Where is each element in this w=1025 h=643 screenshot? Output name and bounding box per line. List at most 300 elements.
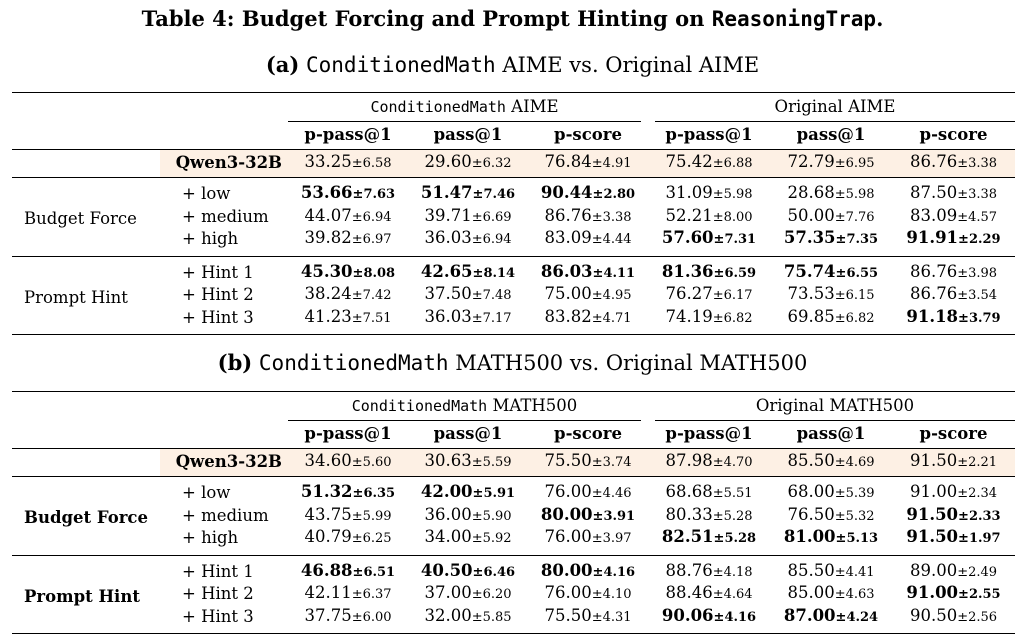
value-cell: [528, 284, 648, 307]
cell-std: ±1.97: [958, 531, 1001, 546]
cell-std: ±3.38: [957, 187, 998, 202]
value-cell: [288, 256, 408, 284]
table-row: [12, 555, 1015, 583]
cell-std: ±6.35: [352, 486, 396, 501]
value-cell: [770, 256, 892, 284]
cell-mean: 51.32: [300, 482, 353, 501]
cell-mean: 28.68: [787, 183, 835, 202]
column-header: p-pass@1: [288, 421, 408, 449]
cell-std: ±6.25: [351, 531, 392, 546]
cell-mean: 75.74: [783, 261, 836, 281]
cell-mean: 87.98: [665, 451, 713, 471]
cell-std: ±2.21: [957, 455, 998, 471]
row-option: + high: [182, 229, 239, 248]
cell-std: ±3.79: [958, 310, 1001, 326]
value-cell: [648, 206, 770, 229]
row-option: + medium: [182, 206, 269, 226]
cell-std: ±6.00: [351, 609, 392, 625]
value-cell: [892, 228, 1015, 256]
cell-mean: 29.60: [424, 152, 472, 172]
subtable-b-label: (b): [217, 350, 253, 375]
cell-mean: 38.24: [304, 284, 352, 303]
cell-std: ±5.92: [471, 531, 512, 546]
value-cell: [528, 256, 648, 284]
value-cell: [408, 307, 528, 335]
value-cell: [648, 477, 770, 505]
value-cell: [528, 228, 648, 256]
cell-std: ±3.98: [957, 265, 998, 281]
cell-std: ±7.31: [713, 232, 757, 247]
results-table-aime: [12, 92, 1015, 335]
row-option: + Hint 1: [160, 256, 288, 284]
model-cell: [528, 449, 648, 477]
title-prefix: Table 4: Budget Forcing and Prompt Hinting on: [141, 6, 712, 31]
cell-mean: 39.71: [424, 205, 472, 225]
cell-std: ±5.32: [834, 508, 875, 524]
cell-mean: 91.18: [906, 306, 959, 326]
value-cell: [648, 527, 770, 555]
model-cell: [528, 150, 648, 178]
subtable-b-name: ConditionedMath: [258, 351, 449, 375]
value-cell: [892, 307, 1015, 335]
cell-mean: 52.21: [665, 205, 713, 225]
group-header-conditioned: ConditionedMath AIME: [288, 93, 648, 122]
cell-std: ±4.95: [591, 288, 632, 303]
column-header: pass@1: [408, 421, 528, 449]
value-cell: [528, 477, 648, 505]
value-cell: [408, 206, 528, 229]
cell-mean: 43.75: [304, 504, 352, 524]
cell-mean: 40.79: [304, 527, 352, 546]
subtable-a-rest: AIME vs. Original AIME: [495, 53, 760, 77]
value-cell: [770, 307, 892, 335]
cell-mean: 86.03: [540, 261, 593, 281]
model-name: Qwen3-32B: [160, 449, 288, 477]
value-cell: [770, 178, 892, 206]
cell-std: ±6.94: [351, 209, 392, 225]
title-dataset: ReasoningTrap: [711, 7, 877, 31]
column-header: p-pass@1: [648, 421, 770, 449]
cell-std: ±5.98: [834, 187, 875, 202]
cell-mean: 42.00: [420, 482, 473, 501]
value-cell: [288, 307, 408, 335]
cell-std: ±8.00: [712, 209, 753, 225]
cell-mean: 81.00: [783, 527, 836, 546]
value-cell: [892, 505, 1015, 528]
cell-mean: 83.09: [909, 205, 958, 225]
cell-mean: 83.82: [544, 306, 592, 326]
value-cell: [648, 555, 770, 583]
subtable-a-name: ConditionedMath: [306, 53, 496, 77]
value-cell: [892, 527, 1015, 555]
column-header: pass@1: [770, 421, 892, 449]
cell-std: ±4.69: [834, 455, 875, 471]
table-row: [12, 505, 1015, 528]
cell-std: ±6.20: [471, 587, 512, 602]
value-cell: [770, 527, 892, 555]
cell-std: ±6.55: [835, 265, 879, 281]
value-cell: [528, 307, 648, 335]
value-cell: [408, 583, 528, 606]
table-row: [12, 206, 1015, 229]
column-header: p-pass@1: [288, 122, 408, 150]
cell-mean: 57.35: [783, 228, 836, 247]
results-table-math500: [12, 391, 1015, 634]
cell-mean: 91.00: [906, 583, 959, 602]
cell-std: ±2.49: [957, 564, 998, 580]
cell-std: ±4.63: [834, 587, 875, 602]
cell-mean: 75.50: [544, 605, 592, 625]
section-label: Budget Force: [12, 477, 160, 556]
row-option: + Hint 3: [182, 307, 254, 327]
value-cell: [288, 206, 408, 229]
cell-std: ±3.38: [957, 156, 998, 172]
value-cell: [528, 505, 648, 528]
row-option: + low: [160, 178, 288, 206]
row-option: + medium: [182, 505, 269, 525]
model-cell: [892, 449, 1015, 477]
cell-mean: 80.33: [665, 504, 713, 524]
cell-mean: 45.30: [300, 261, 353, 281]
cell-mean: 74.19: [665, 306, 713, 326]
cell-std: ±5.98: [712, 187, 753, 202]
value-cell: [408, 228, 528, 256]
cell-mean: 83.09: [544, 228, 592, 247]
cell-std: ±7.46: [472, 187, 516, 202]
cell-mean: 76.27: [665, 284, 713, 303]
column-header: p-score: [892, 421, 1015, 449]
value-cell: [408, 284, 528, 307]
cell-mean: 39.82: [304, 228, 352, 247]
value-cell: [408, 178, 528, 206]
cell-std: ±6.32: [471, 156, 512, 172]
cell-mean: 34.00: [424, 527, 472, 546]
cell-mean: 86.76: [909, 261, 958, 281]
row-option: + Hint 2: [182, 584, 254, 603]
cell-mean: 82.51: [661, 527, 714, 546]
value-cell: [648, 178, 770, 206]
value-cell: [770, 606, 892, 634]
value-cell: [408, 256, 528, 284]
cell-mean: 90.44: [540, 183, 593, 202]
cell-mean: 90.50: [909, 605, 958, 625]
value-cell: [648, 284, 770, 307]
column-header: p-pass@1: [648, 122, 770, 150]
cell-mean: 89.00: [909, 560, 958, 580]
cell-mean: 68.68: [665, 482, 713, 501]
cell-std: ±4.64: [712, 587, 753, 602]
cell-mean: 37.00: [424, 583, 472, 602]
column-header: pass@1: [408, 122, 528, 150]
cell-mean: 31.09: [665, 183, 713, 202]
cell-std: ±6.88: [712, 156, 753, 172]
value-cell: [288, 527, 408, 555]
table-row: [12, 307, 1015, 335]
cell-std: ±2.34: [957, 486, 998, 501]
model-name: Qwen3-32B: [160, 150, 288, 178]
cell-mean: 81.36: [661, 261, 714, 281]
cell-std: ±4.16: [592, 564, 636, 580]
cell-std: ±6.51: [352, 564, 396, 580]
column-header: p-score: [528, 421, 648, 449]
cell-std: ±8.14: [472, 265, 516, 281]
cell-std: ±6.17: [712, 288, 753, 303]
value-cell: [892, 477, 1015, 505]
value-cell: [648, 307, 770, 335]
cell-mean: 57.60: [661, 228, 714, 247]
value-cell: [288, 228, 408, 256]
value-cell: [408, 555, 528, 583]
table-row: [12, 606, 1015, 634]
cell-std: ±6.82: [834, 310, 875, 326]
subtable-a-label: (a): [265, 52, 300, 77]
value-cell: [288, 505, 408, 528]
cell-std: ±6.15: [834, 288, 875, 303]
cell-std: ±5.28: [713, 531, 757, 546]
group-header-original: Original MATH500: [648, 392, 1015, 421]
cell-std: ±5.28: [712, 508, 753, 524]
column-header: p-score: [892, 122, 1015, 150]
value-cell: [528, 178, 648, 206]
cell-std: ±4.46: [591, 486, 632, 501]
table-row: [12, 284, 1015, 307]
value-cell: [288, 606, 408, 634]
value-cell: [528, 606, 648, 634]
table-row: [12, 477, 1015, 505]
model-cell: [770, 449, 892, 477]
value-cell: [408, 477, 528, 505]
title-suffix: .: [876, 6, 884, 31]
cell-mean: 91.50: [906, 527, 959, 546]
cell-mean: 75.42: [665, 152, 713, 172]
group-header-original: Original AIME: [648, 93, 1015, 122]
cell-mean: 46.88: [300, 560, 353, 580]
cell-std: ±4.91: [591, 156, 632, 172]
cell-mean: 37.50: [424, 284, 472, 303]
value-cell: [528, 206, 648, 229]
cell-mean: 50.00: [787, 205, 835, 225]
cell-mean: 36.03: [424, 228, 472, 247]
cell-mean: 86.76: [909, 152, 958, 172]
cell-std: ±5.91: [472, 486, 516, 501]
cell-std: ±4.11: [592, 265, 636, 281]
cell-mean: 91.50: [906, 504, 959, 524]
cell-std: ±7.51: [351, 310, 392, 326]
cell-std: ±2.55: [958, 587, 1001, 602]
value-cell: [770, 284, 892, 307]
table-title: [0, 6, 1025, 31]
model-cell: [288, 449, 408, 477]
cell-std: ±7.76: [834, 209, 875, 225]
cell-mean: 80.00: [540, 504, 593, 524]
cell-mean: 86.76: [544, 205, 592, 225]
value-cell: [408, 527, 528, 555]
cell-mean: 44.07: [304, 205, 352, 225]
cell-mean: 40.50: [420, 560, 473, 580]
cell-std: ±6.58: [351, 156, 392, 172]
cell-mean: 90.06: [661, 605, 714, 625]
cell-std: ±6.97: [351, 232, 392, 247]
value-cell: [892, 583, 1015, 606]
cell-mean: 76.00: [544, 482, 592, 501]
cell-mean: 91.00: [909, 482, 958, 501]
cell-std: ±5.90: [471, 508, 512, 524]
value-cell: [770, 477, 892, 505]
table-row: [12, 527, 1015, 555]
value-cell: [892, 256, 1015, 284]
cell-std: ±7.63: [352, 187, 396, 202]
value-cell: [288, 477, 408, 505]
model-cell: [770, 150, 892, 178]
value-cell: [288, 284, 408, 307]
model-cell: [408, 150, 528, 178]
cell-mean: 75.50: [544, 451, 592, 471]
value-cell: [770, 555, 892, 583]
cell-mean: 41.23: [304, 306, 352, 326]
cell-mean: 42.11: [304, 583, 352, 602]
cell-mean: 51.47: [420, 183, 473, 202]
cell-mean: 69.85: [787, 306, 835, 326]
cell-mean: 75.00: [544, 284, 592, 303]
cell-std: ±4.41: [834, 564, 875, 580]
cell-std: ±3.74: [591, 455, 632, 471]
cell-std: ±4.71: [591, 310, 632, 326]
cell-mean: 87.00: [783, 605, 836, 625]
row-option: + Hint 2: [182, 285, 254, 304]
cell-std: ±6.82: [712, 310, 753, 326]
section-label: Prompt Hint: [12, 256, 160, 334]
cell-std: ±7.42: [351, 288, 392, 303]
cell-mean: 36.03: [424, 306, 472, 326]
model-cell: [892, 150, 1015, 178]
cell-mean: 88.76: [665, 560, 713, 580]
cell-mean: 91.50: [909, 451, 958, 471]
cell-std: ±6.94: [471, 232, 512, 247]
cell-mean: 85.00: [787, 583, 835, 602]
cell-std: ±4.10: [591, 587, 632, 602]
table-row: [12, 583, 1015, 606]
cell-std: ±5.51: [712, 486, 753, 501]
cell-std: ±2.29: [958, 232, 1001, 247]
cell-std: ±6.46: [472, 564, 516, 580]
section-label: Budget Force: [12, 178, 160, 257]
cell-std: ±4.57: [957, 209, 998, 225]
cell-mean: 33.25: [304, 152, 352, 172]
value-cell: [648, 256, 770, 284]
cell-std: ±6.95: [834, 156, 875, 172]
cell-mean: 36.00: [424, 504, 472, 524]
cell-mean: 87.50: [909, 183, 958, 202]
value-cell: [288, 178, 408, 206]
row-option: + Hint 3: [182, 606, 254, 626]
value-cell: [770, 206, 892, 229]
cell-std: ±7.17: [471, 310, 512, 326]
cell-std: ±4.16: [713, 609, 757, 625]
cell-std: ±2.80: [592, 187, 636, 202]
model-cell: [408, 449, 528, 477]
value-cell: [288, 555, 408, 583]
cell-std: ±4.44: [591, 232, 632, 247]
cell-mean: 30.63: [424, 451, 472, 471]
cell-mean: 32.00: [424, 605, 472, 625]
row-option: + high: [182, 528, 239, 547]
value-cell: [892, 606, 1015, 634]
value-cell: [648, 505, 770, 528]
value-cell: [892, 555, 1015, 583]
cell-std: ±3.91: [592, 508, 636, 524]
value-cell: [648, 228, 770, 256]
value-cell: [770, 505, 892, 528]
row-option: + low: [160, 477, 288, 505]
cell-std: ±7.35: [835, 232, 879, 247]
cell-mean: 85.50: [787, 451, 835, 471]
value-cell: [770, 228, 892, 256]
cell-std: ±5.59: [471, 455, 512, 471]
value-cell: [892, 284, 1015, 307]
cell-mean: 85.50: [787, 560, 835, 580]
cell-mean: 86.76: [909, 284, 958, 303]
value-cell: [648, 583, 770, 606]
model-cell: [648, 449, 770, 477]
subtable-b-rest: MATH500 vs. Original MATH500: [448, 351, 808, 375]
value-cell: [528, 583, 648, 606]
value-cell: [528, 527, 648, 555]
cell-mean: 42.65: [420, 261, 473, 281]
model-cell: [288, 150, 408, 178]
group-header-conditioned: ConditionedMath MATH500: [288, 392, 648, 421]
cell-mean: 80.00: [540, 560, 593, 580]
cell-mean: 76.00: [544, 527, 592, 546]
cell-mean: 91.91: [906, 228, 959, 247]
cell-std: ±5.39: [834, 486, 875, 501]
cell-mean: 72.79: [787, 152, 835, 172]
cell-std: ±8.08: [352, 265, 396, 281]
table-row: [12, 256, 1015, 284]
value-cell: [288, 583, 408, 606]
row-option: + Hint 1: [160, 555, 288, 583]
cell-std: ±7.48: [471, 288, 512, 303]
cell-std: ±5.13: [835, 531, 879, 546]
table-row: [12, 178, 1015, 206]
cell-mean: 76.50: [787, 504, 835, 524]
cell-mean: 76.00: [544, 583, 592, 602]
subtable-b-caption: [0, 350, 1025, 375]
cell-mean: 88.46: [665, 583, 713, 602]
cell-mean: 34.60: [304, 451, 352, 471]
cell-std: ±4.18: [712, 564, 753, 580]
cell-std: ±3.97: [591, 531, 632, 546]
value-cell: [408, 505, 528, 528]
section-label: Prompt Hint: [12, 555, 160, 633]
cell-std: ±5.85: [471, 609, 512, 625]
cell-std: ±4.31: [591, 609, 632, 625]
column-header: p-score: [528, 122, 648, 150]
cell-std: ±6.37: [351, 587, 392, 602]
value-cell: [528, 555, 648, 583]
model-cell: [648, 150, 770, 178]
cell-std: ±6.59: [713, 265, 757, 281]
cell-mean: 73.53: [787, 284, 835, 303]
cell-std: ±3.54: [957, 288, 998, 303]
value-cell: [648, 606, 770, 634]
cell-std: ±5.60: [351, 455, 392, 471]
value-cell: [770, 583, 892, 606]
value-cell: [892, 178, 1015, 206]
cell-mean: 68.00: [787, 482, 835, 501]
cell-std: ±4.24: [835, 609, 879, 625]
cell-std: ±3.38: [591, 209, 632, 225]
column-header: pass@1: [770, 122, 892, 150]
